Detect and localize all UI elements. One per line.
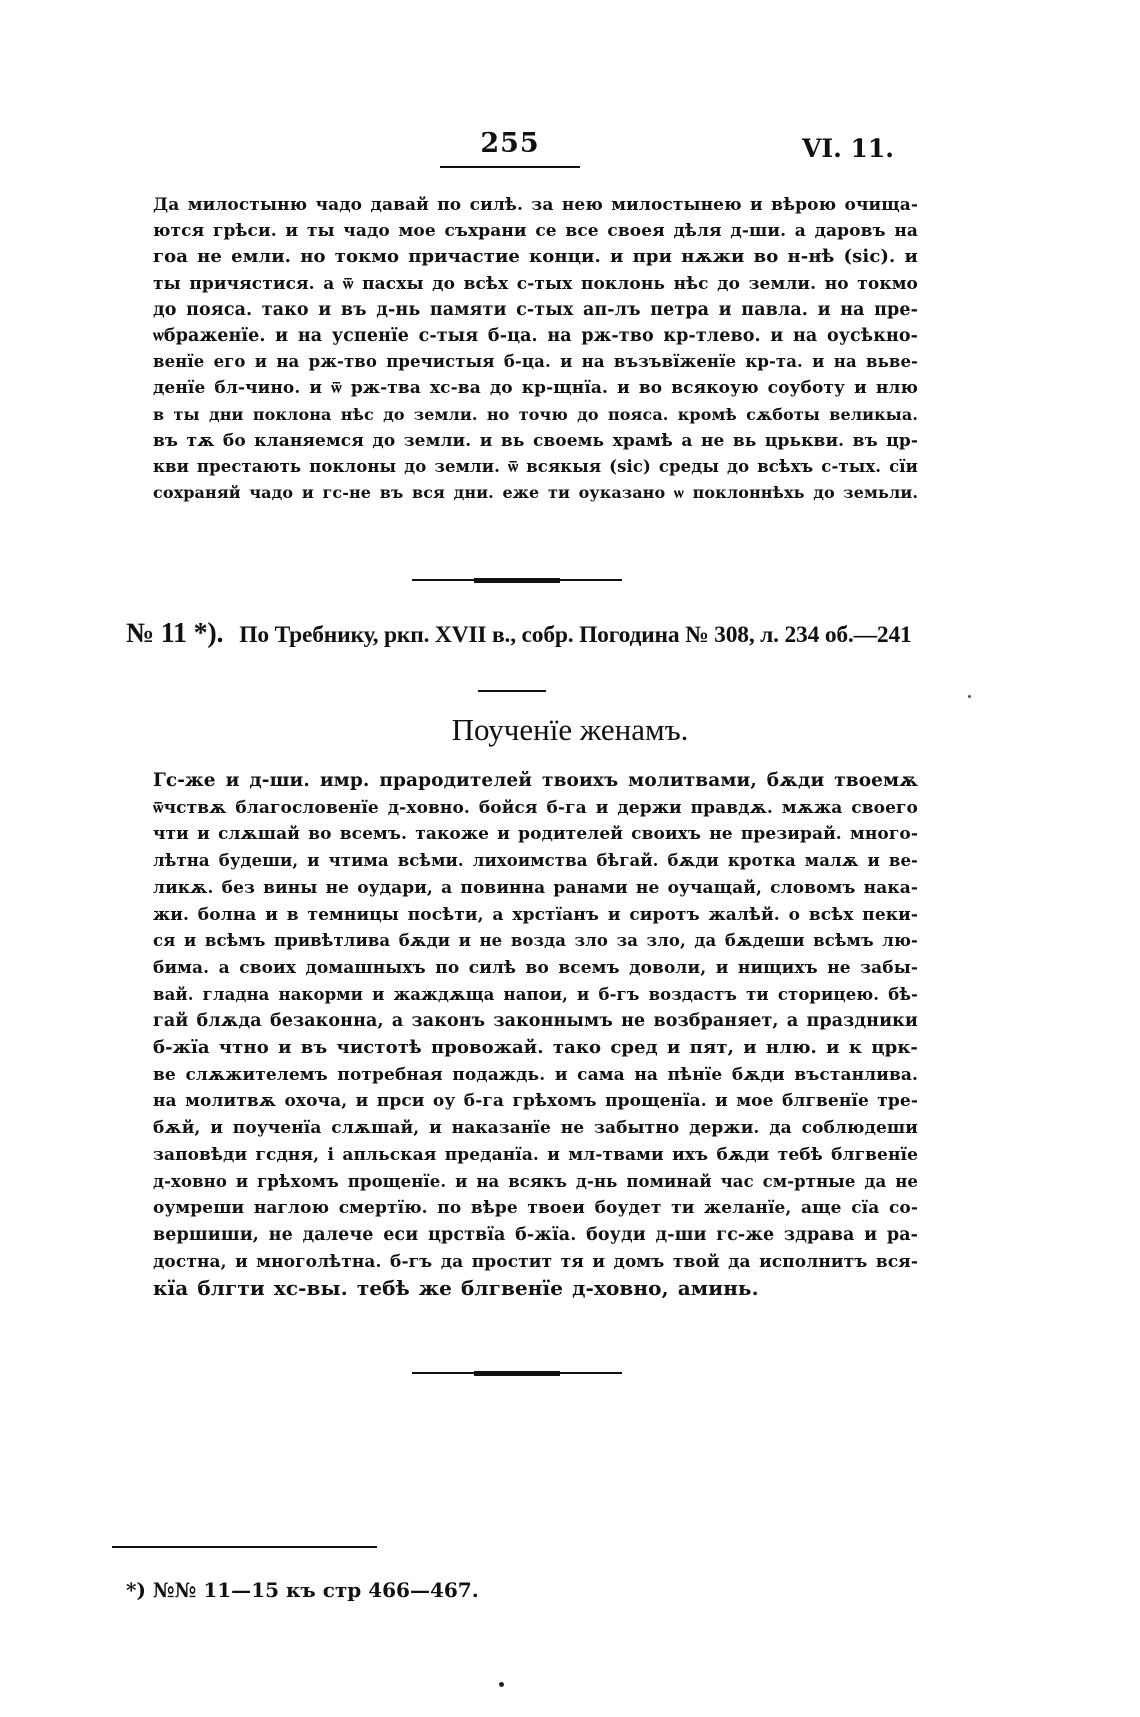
text-line: ликѫ. без вины не оудари, а повинна ранами не оучащай, словомъ нака- [153, 877, 918, 898]
text-line: бима. а своих домашныхъ по силѣ во всемъ доволи, и нищихъ не забы- [153, 957, 918, 978]
text-line: венїе его и на рж-тво пречистыя б-ца. и на възъвїженїе кр-та. и на вьве- [153, 352, 918, 372]
text-line: ются грѣси. и ты чадо мое съхрани се все своея дѣля д-ши. а даровъ на [153, 221, 918, 242]
page-header [0, 128, 1140, 168]
text-line: Гс-же и д-ши. имр. прародителей твоихъ молитвами, бѫди твоемѫ [153, 770, 918, 791]
section-mark: VI. 11. [802, 134, 894, 163]
paragraph-continued [153, 192, 918, 506]
text-line: Да милостыню чадо давай по силѣ. за нею милостынею и вѣрою очища- [153, 195, 918, 215]
divider-left-segment [412, 1372, 474, 1374]
text-line: жи. болна и в темницы посѣти, а хрстїанъ и сиротъ жалѣй. о всѣх пеки- [153, 904, 918, 925]
text-line: денїе бл-чино. и ѿ рж-тва хс-ва до кр-щнїа. и во всякоую соуботу и нлю [153, 378, 918, 399]
text-line: д-ховно и грѣхомъ прощенїе. и на всякъ д-нь поминай час см-ртные да не [153, 1171, 918, 1191]
text-line: чти и слѫшай во всемъ. такоже и родителей своихъ не презирай. много- [153, 824, 918, 845]
text-line: до пояса. тако и въ д-нь памяти с-тых ап-лъ петра и павла. и на пре- [153, 299, 918, 320]
text-line: кїа блгти хс-вы. тебѣ же блгвенїе д-ховно, аминь. [153, 1276, 759, 1301]
text-line: гоа не емли. но токмо причастие конци. и при нѫжи во н-нѣ (sic). и [153, 246, 918, 268]
text-line: ѡбраженїе. и на успенїе с-тыя б-ца. на рж-тво кр-тлево. и на оусѣкно- [153, 326, 918, 347]
text-line: достна, и многолѣтна. б-гъ да простит тя и домъ твой да исполнитъ вся- [153, 1251, 918, 1272]
text-line: вай. гладна накорми и жаждѫща напои, и б-гъ воздастъ ти сторицею. бѣ- [153, 984, 918, 1004]
text-line: сохраняй чадо и гс-не въ вся дни. еже ти оуказано ѡ поклоннѣхь до земьли. [153, 483, 918, 503]
divider-center-segment [474, 1371, 560, 1376]
document-number: № 11 *). [126, 618, 224, 649]
text-line: лѣтна будеши, и чтима всѣми. лихоимства бѣгай. бѫди кротка малѫ и ве- [153, 851, 918, 871]
divider-right-segment [560, 579, 622, 581]
text-line: в ты дни поклона нѣс до земли. но точю до пояса. кромѣ сѫботы великыа. [153, 404, 918, 424]
end-divider [412, 1371, 622, 1374]
text-line: оумреши наглою смертїю. по вѣре твоеи боудет ти желанїе, аще сїа со- [153, 1198, 918, 1219]
divider-right-segment [560, 1372, 622, 1374]
print-speck [499, 1682, 504, 1687]
section-divider [412, 578, 622, 581]
text-line: гай блѫда безаконна, а законъ законнымъ не возбраняет, а праздники [153, 1011, 918, 1032]
text-line: ся и всѣмъ привѣтлива бѫди и не возда зло за зло, да бѫдеши всѣмъ лю- [153, 931, 918, 951]
main-paragraph [153, 768, 918, 1302]
text-line: кви престають поклоны до земли. ѿ всякыя (sic) среды до всѣхъ с-тых. сїи [153, 457, 918, 477]
footnote-rule [112, 1546, 377, 1548]
document-title: Поученїе женамъ. [451, 712, 689, 747]
divider-center-segment [474, 578, 560, 583]
footnote: *) №№ 11—15 къ стр 466—467. [126, 1578, 479, 1602]
page-number-underline [440, 166, 580, 168]
document-reference: По Требнику, ркп. XVII в., собр. Погодина № 308, л. 234 об.—241 [239, 622, 912, 648]
text-line: ѿчствѫ благословенїе д-ховно. бойся б-га и держи правдѫ. мѫжа своего [153, 797, 918, 818]
text-line: вершиши, не далече еси црствїа б-жїа. боуди д-ши гс-же здрава и ра- [153, 1224, 918, 1245]
title-rule [478, 690, 546, 692]
print-speck [968, 695, 971, 698]
text-line: въ тѫ бо кланяемся до земли. и вь своемь храмѣ а не вь црькви. въ цр- [153, 430, 918, 451]
text-line: б-жїа чтно и въ чистотѣ провожай. тако сред и пят, и нлю. и к црк- [153, 1037, 918, 1059]
text-line: бѫй, и поученїа слѫшай, и наказанїе не забытно держи. да соблюдеши [153, 1118, 918, 1139]
text-line: ве слѫжителемъ потребная подаждь. и сама на пѣнїе бѫди въстанлива. [153, 1064, 918, 1085]
page-number: 255 [480, 128, 540, 159]
divider-left-segment [412, 579, 474, 581]
text-line: заповѣди гсдня, і апльская преданїа. и мл-твами ихъ бѫди тебѣ блгвенїе [153, 1144, 918, 1165]
text-line: ты причястися. а ѿ пасхы до всѣх с-тых поклонь нѣс до земли. но токмо [153, 273, 918, 294]
document-header [126, 618, 919, 650]
text-line: на молитвѫ охоча, и прси оу б-га грѣхомъ прощенїа. и мое блгвенїе тре- [153, 1091, 918, 1112]
